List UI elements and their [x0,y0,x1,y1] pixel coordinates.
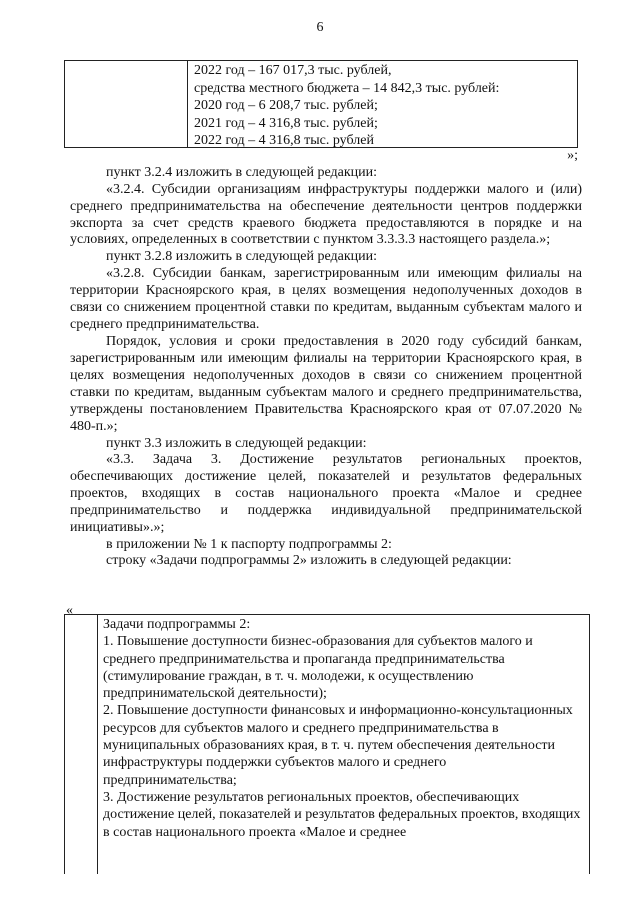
paragraph-3-3: «3.3. Задача 3. Достижение результатов региональных проектов, обеспечивающих достижение целей, показателей и результатов федеральных проектов, входящих в состав национального проекта «Малое и среднее предпринимательство и поддержка индивидуальной предпринимательской инициативы».»; [70,452,582,535]
paragraph-3-2-4: «3.2.4. Субсидии организациям инфраструктуры поддержки малого и (или) среднего предпринимательства на обеспечение деятельности центров поддержки экспорта за счет средств краевого бюджета предоставляются в порядке и на условиях, определенных в соответствии с пунктом 3.3.3.3 настоящего раздела.»; [70,181,582,248]
table-column-divider [187,61,188,147]
tasks-title: Задачи подпрограммы 2: [103,617,251,632]
task-item: 3. Достижение результатов региональных проектов, обеспечивающих достижение целей, показателей и результатов федеральных проектов, входящих в состав национального проекта «Малое и среднее [103,789,581,840]
paragraph-appendix: в приложении № 1 к паспорту подпрограммы 2: [106,536,392,552]
paragraph-amend-3-2-4: пункт 3.2.4 изложить в следующей редакции: [106,165,377,180]
funding-line: 2020 год – 6 208,7 тыс. рублей; [194,98,378,113]
funding-line: 2022 год – 167 017,3 тыс. рублей, [194,63,392,78]
paragraph-amend-3-2-8: пункт 3.2.8 изложить в следующей редакции: [106,249,377,265]
tasks-table [64,614,590,874]
task-item: 2. Повышение доступности финансовых и информационно-консультационных ресурсов для субъектов малого и среднего предпринимательства в муниципальных образованиях края, в т. ч. путем обеспечения деятельности инфраструктуры поддержки субъектов малого и среднего предпринимательства; [103,703,573,788]
paragraph-amend-3-3: пункт 3.3 изложить в следующей редакции: [106,435,367,451]
task-item: 1. Повышение доступности бизнес-образования для субъектов малого и среднего предпринимательства и пропаганда предпринимательства (стимулирование граждан, в т. ч. молодежи, к осуществлению предпринимательской деятельности); [103,634,533,702]
page-number: 6 [316,20,324,35]
funding-lines [194,62,573,150]
table-column-divider [97,615,98,874]
paragraph-tasks-row: строку «Задачи подпрограммы 2» изложить в следующей редакции: [106,553,512,569]
paragraph-3-2-8: «3.2.8. Субсидии банкам, зарегистрированным или имеющим филиалы на территории Красноярского края, в целях возмещения недополученных доходов в связи со снижением процентной ставки по кредитам, выданным субъектам малого и среднего предпринимательства. [70,266,582,332]
funding-line: средства местного бюджета – 14 842,3 тыс. рублей: [194,80,500,96]
funding-table [64,60,578,148]
closing-quote: »; [567,148,578,163]
funding-line: 2021 год – 4 316,8 тыс. рублей; [194,115,378,131]
paragraph-procedure: Порядок, условия и сроки предоставления в 2020 году субсидий банкам, зарегистрированным или имеющим филиалы на территории Красноярского края, в целях возмещения недополученных доходов в связи со снижением процентной ставки по кредитам, выданным субъектам малого и среднего предпринимательства, утверждены постановлением Правительства Красноярского края от 07.07.2020 № 480-п.»; [70,334,582,434]
funding-line: 2022 год – 4 316,8 тыс. рублей [194,133,374,148]
tasks-cell [103,616,583,841]
open-quote: « [66,603,73,618]
document-body [70,165,582,570]
